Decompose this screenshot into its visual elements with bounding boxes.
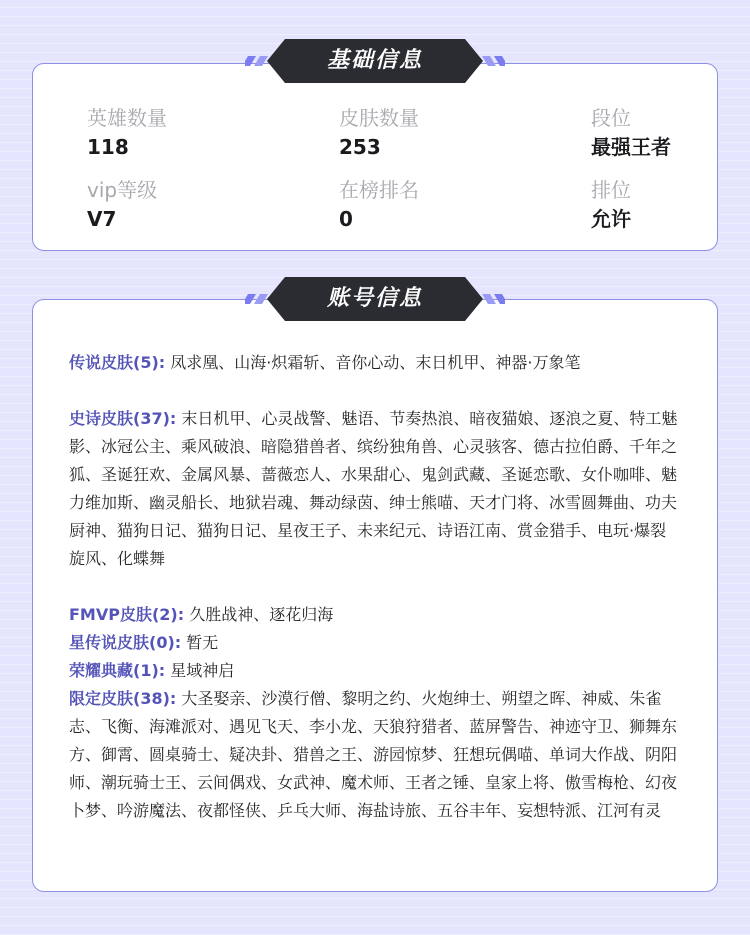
leaderboard-stat [339, 177, 591, 233]
ranking-value: 允许 [591, 207, 631, 231]
rank-tier-value: 最强王者 [591, 135, 671, 159]
epic-skins-items: 末日机甲、心灵战警、魅语、节奏热浪、暗夜猫娘、逐浪之夏、特工魅影、冰冠公主、乘风破浪、暗隐猎兽者、缤纷独角兽、心灵骇客、德古拉伯爵、千年之狐、圣诞狂欢、金属风暴、蔷薇恋人、水果甜心、鬼剑武藏、圣诞恋歌、女仆咖啡、魅力维加斯、幽灵船长、地狱岩魂、舞动绿茵、绅士熊喵、天才门将、冰雪圆舞曲、功夫厨神、猫狗日记、猫狗日记、星夜王子、未来纪元、诗语江南、赏金猎手、电玩·爆裂旋风、化蝶舞 [69, 409, 678, 568]
basic-info-grid [87, 105, 707, 233]
skin-count-value: 253 [339, 135, 381, 159]
vip-level-stat [87, 177, 339, 233]
epic-skins-row [69, 405, 681, 573]
skin-count-label: 皮肤数量 [339, 106, 419, 130]
ranking-label: 排位 [591, 178, 631, 202]
vip-level-value: V7 [87, 207, 117, 231]
glory-collection-items: 星域神启 [170, 661, 235, 680]
glory-collection-row [69, 657, 681, 685]
rank-tier-stat [591, 105, 707, 161]
basic-info-title: 基础信息 [326, 48, 423, 73]
limited-skins-items: 大圣娶亲、沙漠行僧、黎明之约、火炮绅士、朔望之晖、神威、朱雀志、飞衡、海滩派对、遇见飞天、李小龙、天狼狩猎者、蓝屏警告、神迹守卫、狮舞东方、御霄、圆桌骑士、疑决卦、猎兽之王、游园惊梦、狂想玩偶喵、单词大作战、阴阳师、潮玩骑士王、云间偶戏、女武神、魔术师、王者之锤、皇家上将、傲雪梅枪、幻夜卜梦、吟游魔法、夜都怪侠、乒乓大师、海盐诗旅、五谷丰年、妄想特派、江河有灵 [69, 689, 678, 820]
star-legend-skins-row [69, 629, 681, 657]
hero-count-label: 英雄数量 [87, 106, 167, 130]
basic-info-banner [245, 37, 505, 85]
fmvp-skins-row [69, 601, 681, 629]
legend-skins-label: 传说皮肤(5): [69, 353, 166, 372]
limited-skins-row [69, 685, 681, 825]
fmvp-skins-items: 久胜战神、逐花归海 [189, 605, 334, 624]
account-info-card [32, 299, 718, 892]
account-info-banner [245, 275, 505, 323]
fmvp-skins-label: FMVP皮肤(2): [69, 605, 185, 624]
basic-info-card [32, 63, 718, 251]
skin-count-stat [339, 105, 591, 161]
hero-count-value: 118 [87, 135, 129, 159]
leaderboard-label: 在榜排名 [339, 178, 419, 202]
hero-count-stat [87, 105, 339, 161]
legend-skins-row [69, 349, 681, 377]
leaderboard-value: 0 [339, 207, 353, 231]
vip-level-label: vip等级 [87, 178, 158, 202]
star-legend-skins-items: 暂无 [186, 633, 219, 652]
glory-collection-label: 荣耀典藏(1): [69, 661, 166, 680]
epic-skins-label: 史诗皮肤(37): [69, 409, 177, 428]
legend-skins-items: 凤求凰、山海·炽霜斩、音你心动、末日机甲、神器·万象笔 [170, 353, 581, 372]
skin-list [69, 349, 681, 825]
ranking-stat [591, 177, 707, 233]
star-legend-skins-label: 星传说皮肤(0): [69, 633, 182, 652]
rank-tier-label: 段位 [591, 106, 631, 130]
account-info-title: 账号信息 [326, 286, 423, 311]
limited-skins-label: 限定皮肤(38): [69, 689, 177, 708]
